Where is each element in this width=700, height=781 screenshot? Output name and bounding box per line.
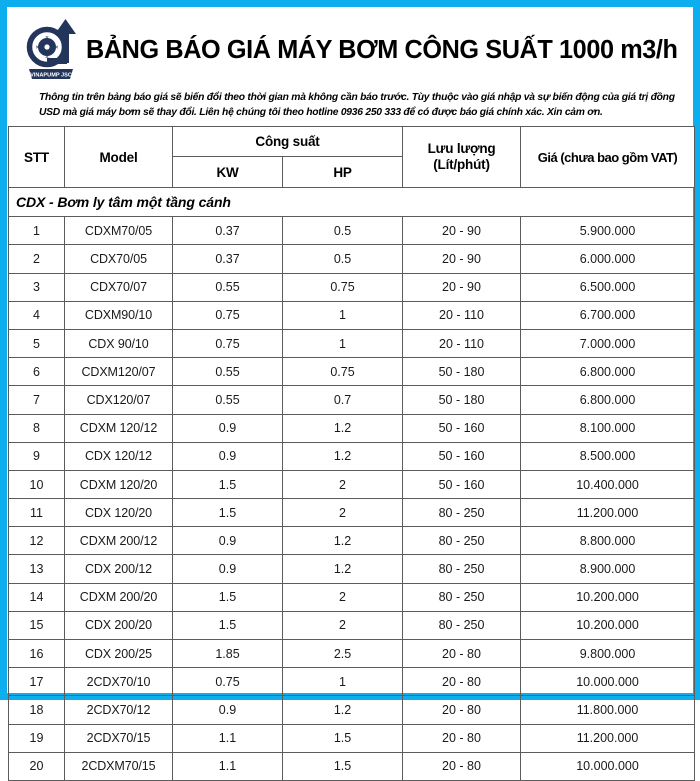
table-cell-kw: 0.9 [173, 527, 283, 555]
table-cell-model: CDX 200/12 [65, 555, 173, 583]
table-cell-model: CDXM70/05 [65, 217, 173, 245]
table-header [9, 127, 695, 188]
table-cell-kw: 1.5 [173, 611, 283, 639]
table-cell-price: 6.800.000 [521, 358, 695, 386]
table-cell-stt: 8 [9, 414, 65, 442]
table-cell-stt: 4 [9, 301, 65, 329]
price-table-container [7, 126, 693, 781]
table-cell-hp: 2.5 [283, 640, 403, 668]
column-header-flow-line2: (Lít/phút) [433, 157, 490, 173]
table-cell-kw: 0.75 [173, 301, 283, 329]
table-cell-price: 10.400.000 [521, 470, 695, 498]
table-cell-flow: 50 - 180 [403, 386, 521, 414]
table-cell-price: 8.900.000 [521, 555, 695, 583]
table-cell-hp: 1 [283, 329, 403, 357]
price-table [8, 126, 695, 781]
table-cell-flow: 20 - 90 [403, 217, 521, 245]
table-cell-flow: 20 - 110 [403, 329, 521, 357]
table-cell-model: CDX 90/10 [65, 329, 173, 357]
table-cell-kw: 0.55 [173, 358, 283, 386]
column-header-stt: STT [9, 127, 65, 188]
table-cell-hp: 1.2 [283, 442, 403, 470]
table-cell-kw: 0.9 [173, 555, 283, 583]
table-cell-flow: 20 - 80 [403, 724, 521, 752]
table-body [9, 188, 695, 781]
table-cell-model: CDXM90/10 [65, 301, 173, 329]
table-cell-hp: 0.5 [283, 217, 403, 245]
table-row [9, 611, 695, 639]
table-cell-kw: 0.75 [173, 329, 283, 357]
table-cell-hp: 0.7 [283, 386, 403, 414]
table-row [9, 414, 695, 442]
table-cell-flow: 50 - 160 [403, 470, 521, 498]
table-cell-flow: 20 - 90 [403, 245, 521, 273]
table-row [9, 640, 695, 668]
table-cell-model: 2CDX70/12 [65, 696, 173, 724]
table-cell-flow: 50 - 180 [403, 358, 521, 386]
table-cell-price: 6.700.000 [521, 301, 695, 329]
table-row [9, 499, 695, 527]
table-cell-stt: 1 [9, 217, 65, 245]
table-cell-hp: 2 [283, 499, 403, 527]
table-cell-model: 2CDX70/15 [65, 724, 173, 752]
table-cell-stt: 13 [9, 555, 65, 583]
table-cell-price: 11.200.000 [521, 724, 695, 752]
table-cell-flow: 20 - 90 [403, 273, 521, 301]
table-cell-hp: 1.5 [283, 752, 403, 780]
table-cell-flow: 20 - 80 [403, 752, 521, 780]
table-cell-hp: 2 [283, 583, 403, 611]
page-title: BẢNG BÁO GIÁ MÁY BƠM CÔNG SUẤT 1000 m3/h [86, 35, 678, 64]
table-cell-kw: 0.9 [173, 414, 283, 442]
table-cell-price: 10.200.000 [521, 611, 695, 639]
table-cell-model: CDXM 120/12 [65, 414, 173, 442]
table-cell-flow: 80 - 250 [403, 555, 521, 583]
table-row [9, 301, 695, 329]
table-row [9, 358, 695, 386]
column-header-price: Giá (chưa bao gồm VAT) [521, 127, 695, 188]
document-header [7, 7, 693, 85]
table-cell-flow: 50 - 160 [403, 414, 521, 442]
table-cell-kw: 1.5 [173, 583, 283, 611]
table-cell-stt: 15 [9, 611, 65, 639]
table-cell-model: CDXM120/07 [65, 358, 173, 386]
table-row [9, 470, 695, 498]
table-cell-model: CDX120/07 [65, 386, 173, 414]
table-cell-model: CDX 200/20 [65, 611, 173, 639]
table-cell-hp: 1.2 [283, 527, 403, 555]
column-header-model: Model [65, 127, 173, 188]
table-cell-kw: 0.37 [173, 217, 283, 245]
table-cell-hp: 0.5 [283, 245, 403, 273]
table-cell-hp: 1.2 [283, 696, 403, 724]
table-row [9, 442, 695, 470]
table-cell-stt: 11 [9, 499, 65, 527]
table-cell-price: 6.000.000 [521, 245, 695, 273]
table-cell-price: 10.000.000 [521, 752, 695, 780]
table-row [9, 752, 695, 780]
table-row [9, 217, 695, 245]
company-logo [21, 16, 83, 84]
table-cell-model: CDXM 120/20 [65, 470, 173, 498]
table-cell-flow: 80 - 250 [403, 499, 521, 527]
table-cell-model: CDX70/07 [65, 273, 173, 301]
table-cell-model: CDX 120/20 [65, 499, 173, 527]
table-cell-price: 6.500.000 [521, 273, 695, 301]
table-cell-flow: 20 - 80 [403, 640, 521, 668]
column-header-flow-line1: Lưu lượng [427, 141, 496, 157]
table-cell-price: 10.200.000 [521, 583, 695, 611]
table-row [9, 724, 695, 752]
table-cell-model: CDX70/05 [65, 245, 173, 273]
column-header-flow [403, 127, 521, 188]
table-cell-stt: 12 [9, 527, 65, 555]
table-cell-hp: 0.75 [283, 358, 403, 386]
table-cell-kw: 0.55 [173, 273, 283, 301]
column-header-power-group: Công suất [173, 127, 403, 157]
table-row [9, 555, 695, 583]
table-cell-kw: 0.9 [173, 696, 283, 724]
table-row [9, 329, 695, 357]
table-cell-flow: 80 - 250 [403, 527, 521, 555]
table-row [9, 245, 695, 273]
table-header-row-1 [9, 127, 695, 157]
table-cell-model: 2CDX70/10 [65, 668, 173, 696]
column-header-hp: HP [283, 157, 403, 188]
table-cell-stt: 9 [9, 442, 65, 470]
table-cell-kw: 1.1 [173, 724, 283, 752]
table-cell-kw: 1.5 [173, 470, 283, 498]
table-cell-stt: 17 [9, 668, 65, 696]
section-header-label: CDX - Bơm ly tâm một tầng cánh [9, 188, 695, 217]
table-cell-price: 10.000.000 [521, 668, 695, 696]
table-cell-price: 11.800.000 [521, 696, 695, 724]
table-cell-flow: 50 - 160 [403, 442, 521, 470]
pump-impeller-arrow-logo [23, 17, 81, 83]
table-row [9, 527, 695, 555]
table-cell-stt: 19 [9, 724, 65, 752]
table-cell-hp: 1.5 [283, 724, 403, 752]
table-cell-model: CDX 200/25 [65, 640, 173, 668]
table-cell-price: 8.800.000 [521, 527, 695, 555]
table-row [9, 696, 695, 724]
table-cell-hp: 1 [283, 668, 403, 696]
table-cell-hp: 2 [283, 611, 403, 639]
table-cell-stt: 3 [9, 273, 65, 301]
table-cell-stt: 2 [9, 245, 65, 273]
table-cell-stt: 14 [9, 583, 65, 611]
table-cell-flow: 20 - 110 [403, 301, 521, 329]
table-cell-hp: 2 [283, 470, 403, 498]
table-cell-stt: 20 [9, 752, 65, 780]
table-cell-price: 7.000.000 [521, 329, 695, 357]
table-cell-model: CDXM 200/12 [65, 527, 173, 555]
table-cell-price: 6.800.000 [521, 386, 695, 414]
table-cell-model: CDXM 200/20 [65, 583, 173, 611]
table-cell-kw: 0.75 [173, 668, 283, 696]
table-row [9, 583, 695, 611]
table-cell-kw: 1.85 [173, 640, 283, 668]
table-cell-kw: 0.9 [173, 442, 283, 470]
table-cell-flow: 20 - 80 [403, 668, 521, 696]
table-cell-kw: 1.1 [173, 752, 283, 780]
table-cell-price: 9.800.000 [521, 640, 695, 668]
table-cell-price: 5.900.000 [521, 217, 695, 245]
table-cell-flow: 80 - 250 [403, 583, 521, 611]
table-row [9, 386, 695, 414]
table-cell-stt: 18 [9, 696, 65, 724]
disclaimer-text: Thông tin trên bảng báo giá sẽ biến đổi theo thời gian mà không cần báo trước. Tùy thuộc vào giá nhập và sự biến động của giá trị đồng USD mà giá máy bơm sẽ thay đổi. Liên hệ chúng tôi theo hotline 0936 250 333 để có được báo giá chính xác. Xin cảm ơn. [39, 92, 675, 118]
table-cell-flow: 20 - 80 [403, 696, 521, 724]
table-cell-hp: 0.75 [283, 273, 403, 301]
table-cell-hp: 1.2 [283, 555, 403, 583]
table-cell-flow: 80 - 250 [403, 611, 521, 639]
table-cell-kw: 0.55 [173, 386, 283, 414]
table-cell-price: 11.200.000 [521, 499, 695, 527]
table-cell-hp: 1.2 [283, 414, 403, 442]
table-cell-price: 8.500.000 [521, 442, 695, 470]
logo-text: VINAPUMP JSC [30, 72, 72, 79]
table-cell-model: 2CDXM70/15 [65, 752, 173, 780]
table-cell-kw: 0.37 [173, 245, 283, 273]
table-cell-kw: 1.5 [173, 499, 283, 527]
table-cell-stt: 16 [9, 640, 65, 668]
table-cell-price: 8.100.000 [521, 414, 695, 442]
table-cell-stt: 5 [9, 329, 65, 357]
table-row [9, 668, 695, 696]
table-cell-stt: 10 [9, 470, 65, 498]
table-cell-stt: 7 [9, 386, 65, 414]
table-cell-hp: 1 [283, 301, 403, 329]
table-cell-stt: 6 [9, 358, 65, 386]
table-row [9, 273, 695, 301]
section-header-row [9, 188, 695, 217]
table-cell-model: CDX 120/12 [65, 442, 173, 470]
column-header-kw: KW [173, 157, 283, 188]
